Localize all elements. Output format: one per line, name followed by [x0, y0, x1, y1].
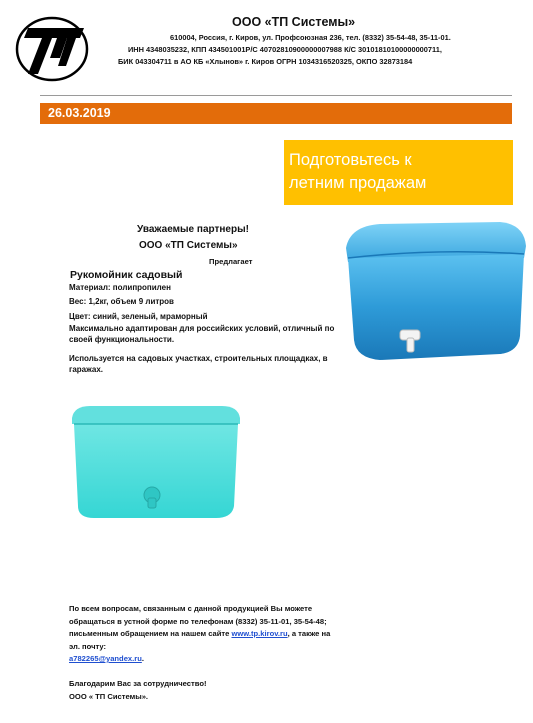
- product-description: Максимально адаптирован для российских условий, отличный по своей функциональности.: [69, 324, 335, 344]
- sender-company: ООО «ТП Системы»: [139, 240, 238, 251]
- spec-color: Цвет: синий, зеленый, мраморный: [69, 312, 208, 321]
- greeting: Уважаемые партнеры!: [137, 224, 249, 235]
- spec-material: Материал: полипропилен: [69, 283, 171, 292]
- site-link[interactable]: www.tp.kirov.ru: [231, 629, 288, 638]
- contact-text: По всем вопросам, связанным с данной продукцией Вы можете обращаться в устной форме по телефонам (8332) 35-11-01, 35-54-48; письменным обращением на нашем сайте: [69, 604, 327, 638]
- company-requisites-1: ИНН 4348035232, КПП 434501001Р/С 40702810900000007988 К/С 30101810100000000711,: [128, 45, 442, 54]
- promo-line-2: летним продажам: [289, 174, 427, 192]
- contact-mid-text: , а также на эл. почту:: [69, 629, 331, 651]
- closing-block: [69, 678, 206, 703]
- contact-end-text: .: [141, 654, 144, 663]
- company-name: ООО «ТП Системы»: [232, 15, 356, 29]
- offers-text: Предлагает: [209, 257, 253, 266]
- header-divider: [40, 95, 512, 96]
- product-title: Рукомойник садовый: [70, 269, 183, 281]
- product-usage: Используется на садовых участках, строительных площадках, в гаражах.: [69, 354, 328, 374]
- promo-line-1: Подготовьтесь к: [289, 151, 412, 169]
- contact-paragraph: [69, 603, 339, 666]
- spec-weight: Вес: 1,2кг, объем 9 литров: [69, 297, 174, 306]
- promo-box: [284, 140, 513, 205]
- product-image-blue: [340, 218, 528, 362]
- signature-text: ООО « ТП Системы».: [69, 691, 149, 701]
- company-requisites-2: БИК 043304711 в АО КБ «Хлынов» г. Киров ОГРН 1034316520325, ОКПО 32873184: [118, 57, 413, 66]
- product-image-turquoise: [66, 402, 246, 522]
- date-bar: 26.03.2019: [40, 103, 512, 124]
- email-link[interactable]: a782265@yandex.ru: [69, 654, 142, 663]
- thanks-text: Благодарим Вас за сотрудничество!: [69, 679, 207, 688]
- company-address: 610004, Россия, г. Киров, ул. Профсоюзная 236, тел. (8332) 35-54-48, 35-11-01.: [170, 33, 451, 42]
- company-logo-icon: [14, 14, 94, 82]
